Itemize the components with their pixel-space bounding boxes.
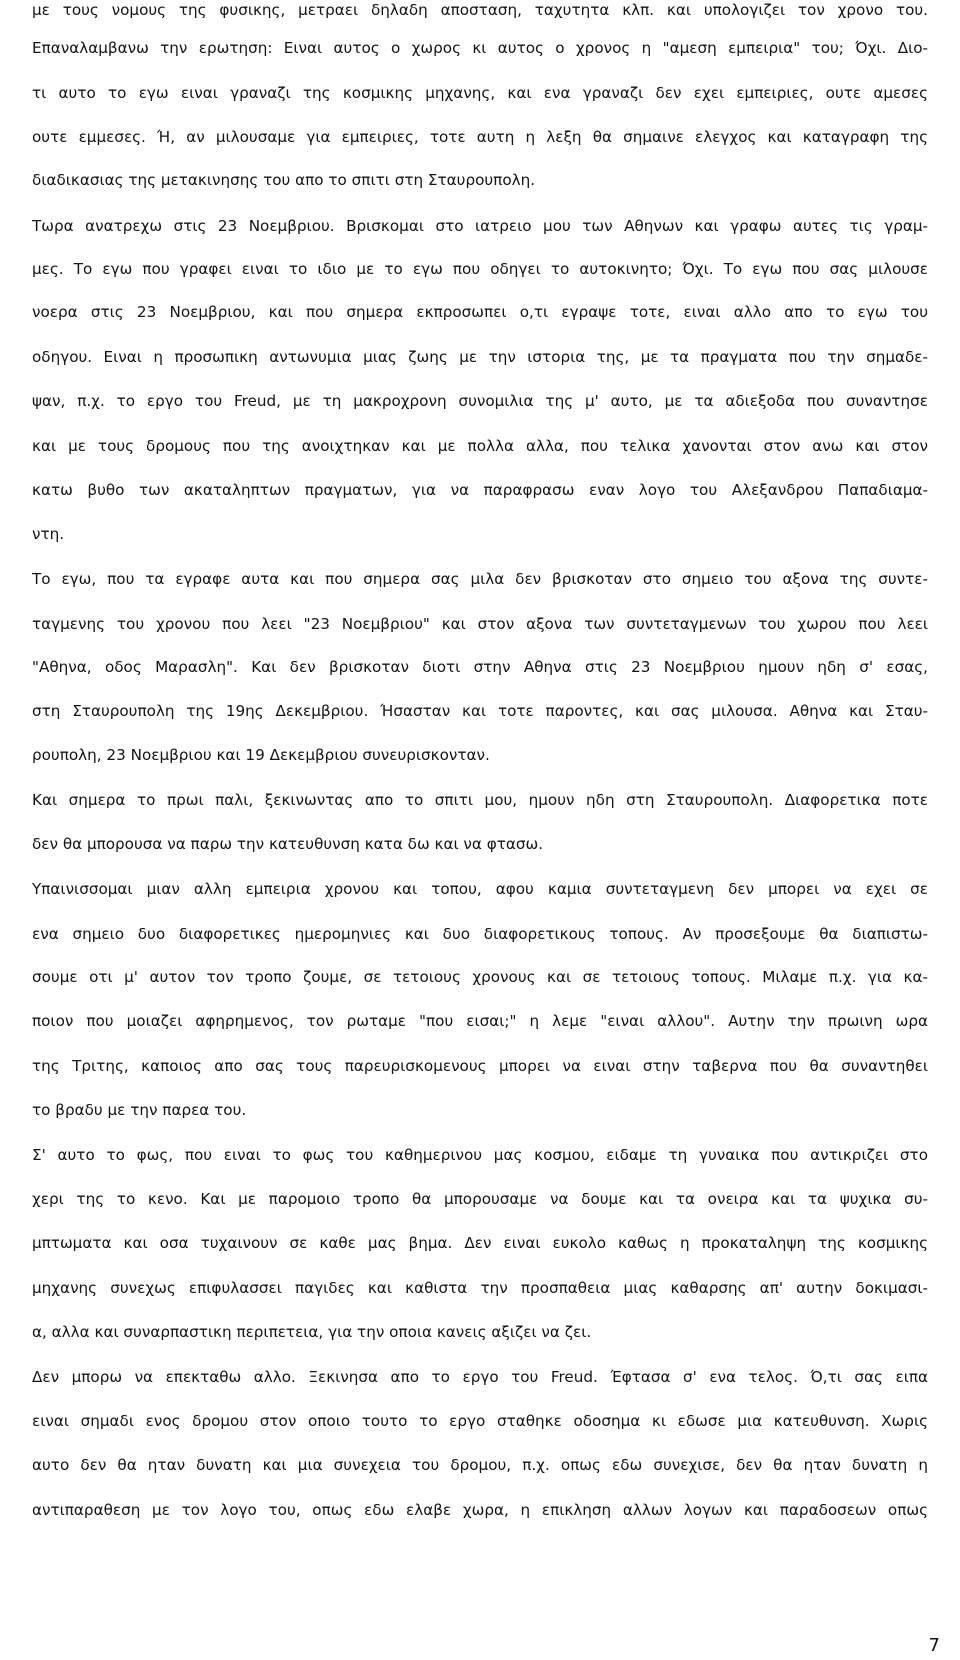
- text-line: χερι της το κενο. Και με παρομοιο τροπο θα μπορουσαμε να δουμε και τα ονειρα και τα ψυχικα συ-: [32, 1190, 928, 1208]
- text-line: διαδικασιας της μετακινησης του απο το σπιτι στη Σταυρουπολη.: [32, 171, 536, 189]
- text-line: και με τους δρομους που της ανοιχτηκαν και με πολλα αλλα, που τελικα χανονται στον ανω και στον: [32, 437, 928, 455]
- text-line: με τους νομους της φυσικης, μετραει δηλαδη αποσταση, ταχυτητα κλπ. και υπολογιζει τον χρονο του.: [32, 1, 928, 19]
- text-line: ψαν, π.χ. το εργο του Freud, με τη μακροχρονη συνομιλια της μ' αυτο, με τα αδιεξοδα που συναντησε: [32, 392, 928, 410]
- text-line: ντη.: [32, 525, 65, 543]
- text-line: ρουπολη, 23 Νοεμβριου και 19 Δεκεμβριου συνευρισκονταν.: [32, 746, 490, 764]
- text-line: Το εγω, που τα εγραφε αυτα και που σημερα σας μιλα δεν βρισκοταν στο σημειο του αξονα της συντε-: [32, 570, 928, 588]
- text-line: το βραδυ με την παρεα του.: [32, 1101, 247, 1119]
- text-line: στη Σταυρουπολη της 19ης Δεκεμβριου. Ήσασταν και τοτε παροντες, και σας μιλουσα. Αθηνα και Σταυ-: [32, 702, 928, 720]
- text-line: νοερα στις 23 Νοεμβριου, και που σημερα εκπροσωπει ο,τι εγραψε τοτε, ειναι αλλο απο το εγω του: [32, 303, 928, 321]
- text-line: "Αθηνα, οδος Μαρασλη". Και δεν βρισκοταν διοτι στην Αθηνα στις 23 Νοεμβριου ημουν ηδη σ' εσας,: [32, 658, 928, 676]
- text-line: σουμε οτι μ' αυτον τον τροπο ζουμε, σε τετοιους χρονους και σε τετοιους τοπους. Μιλαμε π.χ. για κα-: [32, 968, 928, 986]
- text-line: δεν θα μπορουσα να παρω την κατευθυνση κατα δω και να φτασω.: [32, 835, 544, 853]
- text-line: ειναι σημαδι ενος δρομου στον οποιο τουτο το εργο σταθηκε οδοσημα κι εδωσε μια κατευθυνση. Χωρις: [32, 1412, 928, 1430]
- text-line: της Τριτης, καποιος απο σας τους παρευρισκομενους μπορει να ειναι στην ταβερνα που θα συναντηθει: [32, 1057, 928, 1075]
- text-line: τι αυτο το εγω ειναι γραναζι της κοσμικης μηχανης, και ενα γραναζι δεν εχει εμπειριες, ουτε αμεσες: [32, 84, 928, 102]
- text-line: οδηγου. Ειναι η προσωπικη αντωνυμια μιας ζωης με την ιστορια της, με τα πραγματα που την σημαδε-: [32, 348, 928, 366]
- text-line: Υπαινισσομαι μιαν αλλη εμπειρια χρονου και τοπου, αφου καμια συντεταγμενη δεν μπορει να εχει σε: [32, 880, 928, 898]
- text-line: ποιον που μοιαζει αφηρημενος, τον ρωταμε "που εισαι;" η λεμε "ειναι αλλου". Αυτην την πρωινη ωρα: [32, 1012, 928, 1030]
- text-line: μες. Το εγω που γραφει ειναι το ιδιο με το εγω που οδηγει το αυτοκινητο; Όχι. Το εγω που σας μιλουσε: [32, 260, 928, 278]
- text-line: Και σημερα το πρωι παλι, ξεκινωντας απο το σπιτι μου, ημουν ηδη στη Σταυρουπολη. Διαφορετικα ποτε: [32, 791, 928, 809]
- text-line: αυτο δεν θα ηταν δυνατη και μια συνεχεια του δρομου, π.χ. οπως εδω συνεχισε, δεν θα ηταν δυνατη η: [32, 1456, 928, 1474]
- text-line: Επαναλαμβανω την ερωτηση: Ειναι αυτος ο χωρος κι αυτος ο χρονος η "αμεση εμπειρια" του; Όχι. Διο-: [32, 39, 928, 57]
- text-line: Δεν μπορω να επεκταθω αλλο. Ξεκινησα απο το εργο του Freud. Έφτασα σ' ενα τελος. Ό,τι σας ειπα: [32, 1368, 928, 1386]
- text-line: Σ' αυτο το φως, που ειναι το φως του καθημερινου μας κοσμου, ειδαμε τη γυναικα που αντικριζει στο: [32, 1146, 928, 1164]
- text-line: ενα σημειο δυο διαφορετικες ημερομηνιες και δυο διαφορετικους τοπους. Αν προσεξουμε θα διαπιστω-: [32, 925, 928, 943]
- text-line: Τωρα ανατρεχω στις 23 Νοεμβριου. Βρισκομαι στο ιατρειο μου των Αθηνων και γραφω αυτες τις γραμ-: [32, 217, 928, 235]
- page-number: 7: [928, 1635, 940, 1656]
- text-line: μηχανης συνεχως επιφυλασσει παγιδες και καθιστα την προσπαθεια μιας καθαρσης απ' αυτην δοκιμασι-: [32, 1279, 928, 1297]
- text-line: αντιπαραθεση με τον λογο του, οπως εδω ελαβε χωρα, η επικληση αλλων λογων και παραδοσεων οπως: [32, 1501, 928, 1519]
- text-line: κατω βυθο των ακαταληπτων πραγματων, για να παραφρασω εναν λογο του Αλεξανδρου Παπαδιαμα-: [32, 481, 928, 499]
- text-line: α, αλλα και συναρπαστικη περιπετεια, για την οποια κανεις αξιζει να ζει.: [32, 1323, 592, 1341]
- text-line: ουτε εμμεσες. Ή, αν μιλουσαμε για εμπειριες, τοτε αυτη η λεξη θα σημαινε ελεγχος και καταγραφη της: [32, 128, 928, 146]
- text-line: μπτωματα και οσα τυχαινουν σε καθε μας βημα. Δεν ειναι ευκολο καθως η προκαταληψη της κοσμικης: [32, 1234, 928, 1252]
- text-line: ταγμενης του χρονου που λεει "23 Νοεμβριου" και στον αξονα των συντεταγμενων του χωρου που λεει: [32, 615, 928, 633]
